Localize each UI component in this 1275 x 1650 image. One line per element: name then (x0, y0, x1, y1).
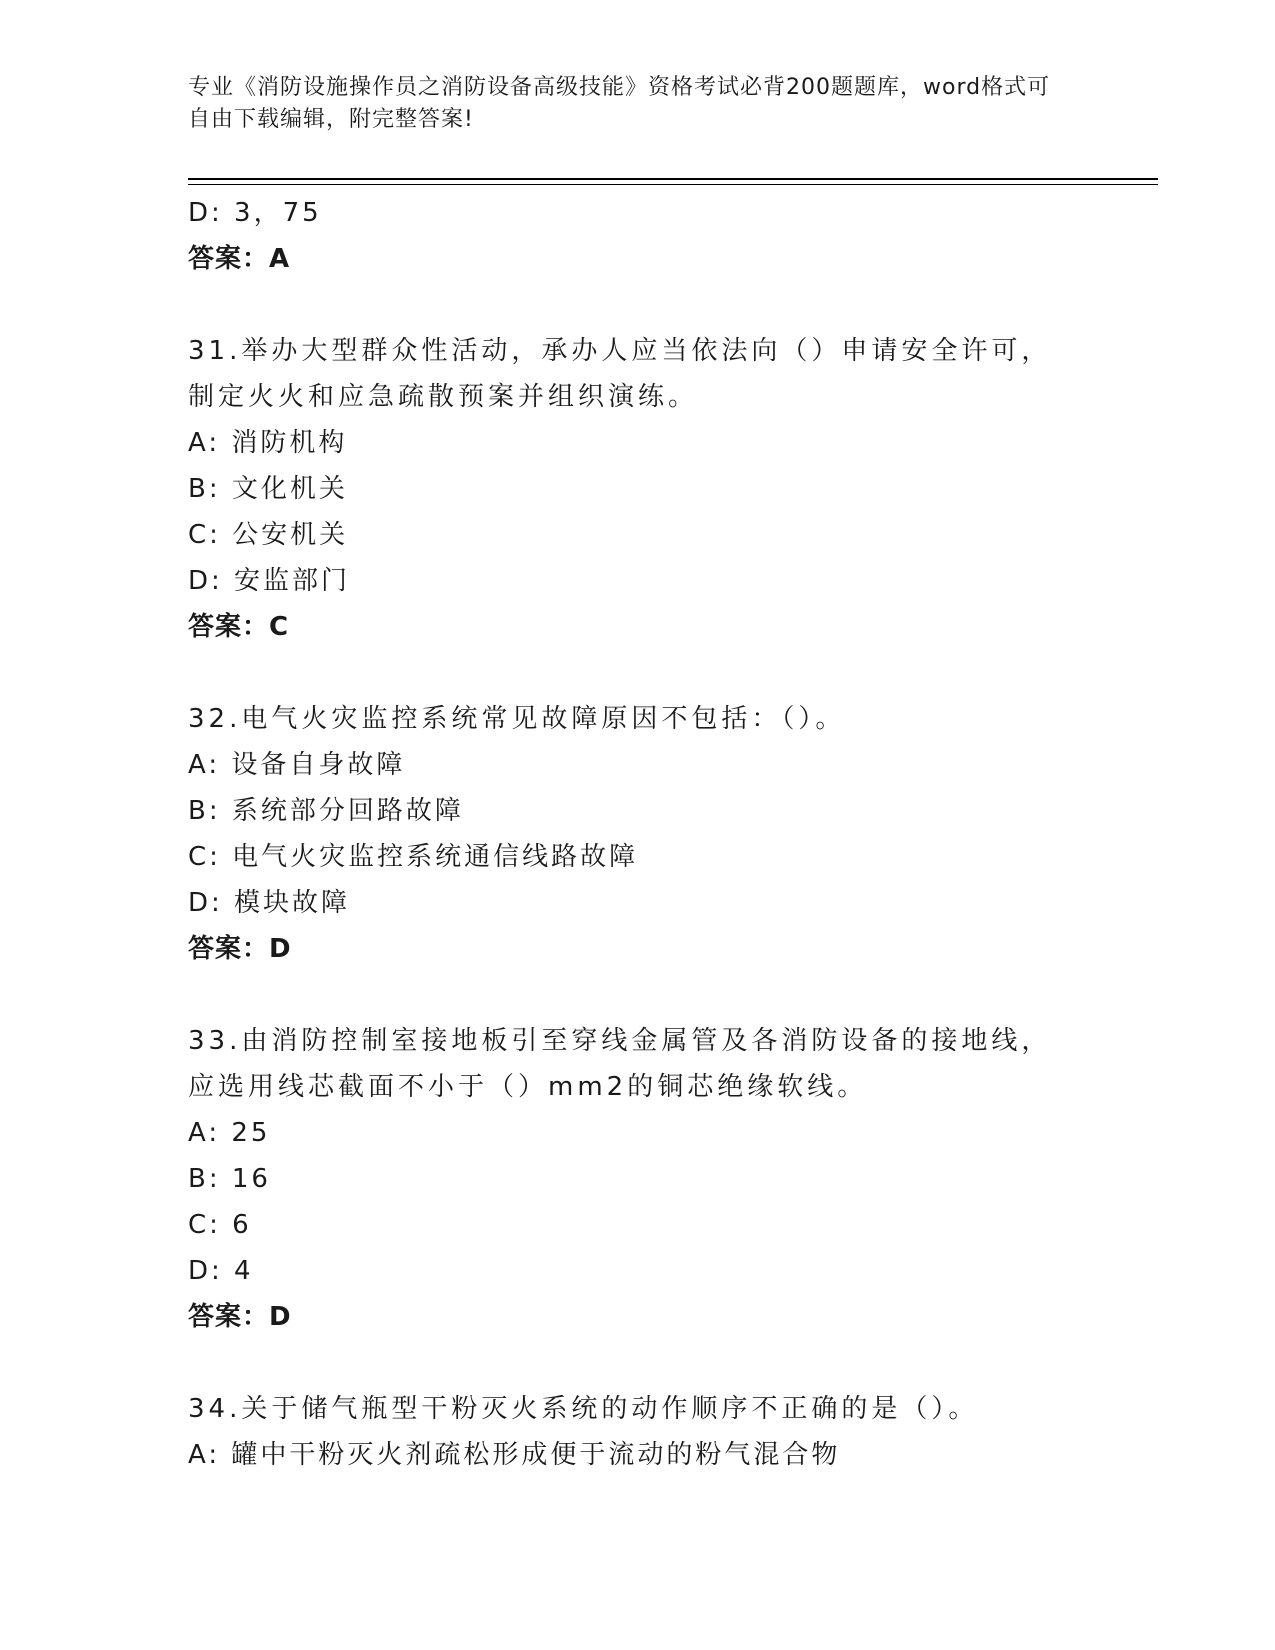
option-a: A: 25 (188, 1118, 271, 1148)
header-divider-thin (188, 184, 1158, 185)
option-a: A: 设备自身故障 (188, 750, 406, 780)
question-31 (188, 328, 1088, 650)
spacer (188, 282, 1088, 328)
answer: 答案：D (188, 1302, 292, 1332)
question-32 (188, 696, 1088, 972)
question-stem: 32.电气火灾监控系统常见故障原因不包括：（）。 (188, 704, 846, 734)
question-33 (188, 1018, 1088, 1340)
spacer (188, 1340, 1088, 1386)
question-34 (188, 1386, 1088, 1478)
answer: 答案：D (188, 934, 292, 964)
option-b: B: 文化机关 (188, 474, 348, 504)
carryover-option-d: D: 3，75 (188, 198, 322, 228)
carryover-answer: 答案：A (188, 244, 291, 274)
option-a: A: 罐中干粉灭火剂疏松形成便于流动的粉气混合物 (188, 1440, 841, 1470)
page-header: 专业《消防设施操作员之消防设备高级技能》资格考试必背200题题库，word格式可自由下载编辑，附完整答案! (188, 75, 1051, 132)
option-c: C: 电气火灾监控系统通信线路故障 (188, 842, 639, 872)
answer: 答案：C (188, 612, 290, 642)
header-divider-thick (188, 178, 1158, 180)
question-stem: 34.关于储气瓶型干粉灭火系统的动作顺序不正确的是（）。 (188, 1394, 979, 1424)
option-d: D: 安监部门 (188, 566, 351, 596)
spacer (188, 650, 1088, 696)
question-stem: 31.举办大型群众性活动，承办人应当依法向（）申请安全许可，制定火火和应急疏散预案并组织演练。 (188, 336, 1052, 412)
option-c: C: 公安机关 (188, 520, 349, 550)
option-b: B: 系统部分回路故障 (188, 796, 464, 826)
option-d: D: 4 (188, 1256, 254, 1286)
question-content (188, 190, 1088, 1478)
question-stem: 33.由消防控制室接地板引至穿线金属管及各消防设备的接地线，应选用线芯截面不小于（）mm2的铜芯绝缘软线。 (188, 1026, 1052, 1102)
spacer (188, 972, 1088, 1018)
option-d: D: 模块故障 (188, 888, 351, 918)
option-a: A: 消防机构 (188, 428, 348, 458)
option-b: B: 16 (188, 1164, 271, 1194)
option-c: C: 6 (188, 1210, 252, 1240)
